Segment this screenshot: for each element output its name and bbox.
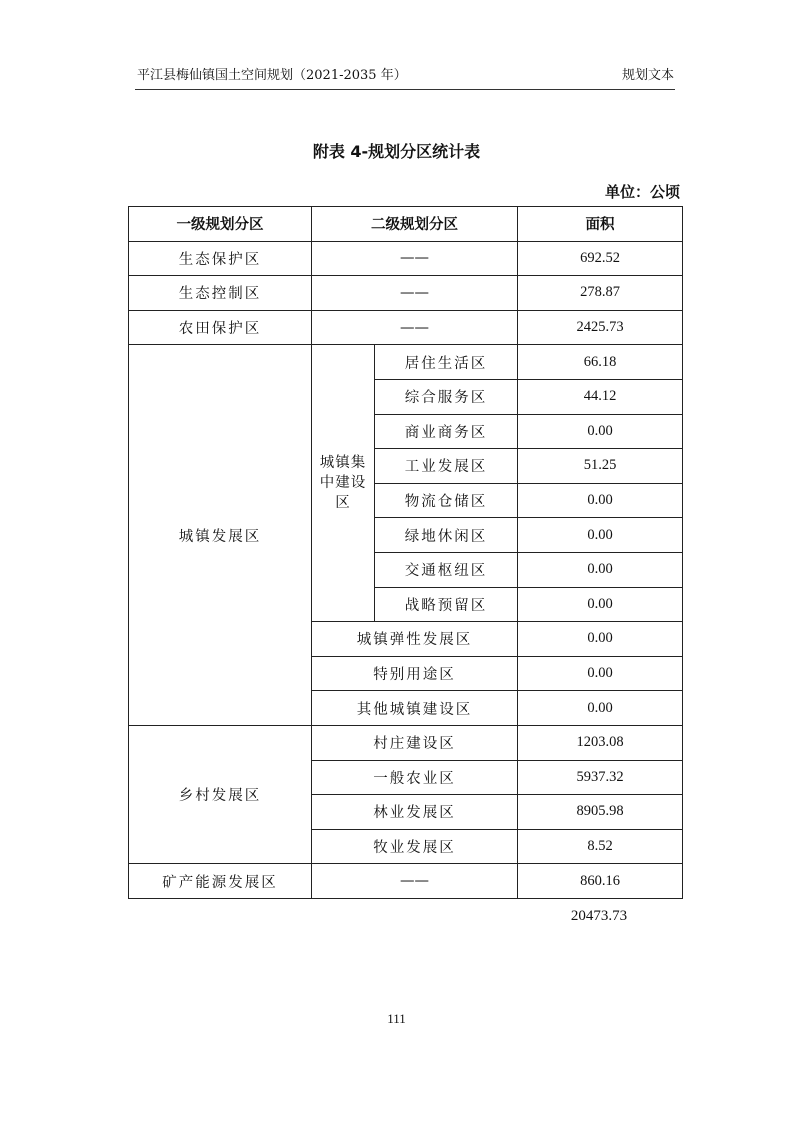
level2-cell: 其他城镇建设区 [312,691,518,726]
level3-cell: 综合服务区 [375,379,518,414]
area-cell: 278.87 [518,276,683,311]
level2-cell: —— [312,310,518,345]
total-area: 20473.73 [570,908,628,924]
level2-cell: 一般农业区 [312,760,518,795]
level3-cell: 绿地休闲区 [375,518,518,553]
area-cell: 66.18 [518,345,683,380]
area-cell: 2425.73 [518,310,683,345]
level3-cell: 居住生活区 [375,345,518,380]
header-divider [135,89,675,90]
table-header-row [129,207,683,242]
unit-label: 单位：公顷 [604,183,680,201]
header-document-title: 平江县梅仙镇国土空间规划（2021-2035 年） [137,68,407,83]
level2-cell: 林业发展区 [312,795,518,830]
level3-cell: 工业发展区 [375,449,518,484]
level1-cell: 农田保护区 [129,310,312,345]
level2-group-concentrated [312,345,375,622]
area-cell: 0.00 [518,518,683,553]
level2-cell: 特别用途区 [312,656,518,691]
header-level1: 一级规划分区 [129,207,312,242]
area-cell: 0.00 [518,622,683,657]
area-cell: 1203.08 [518,725,683,760]
area-cell: 0.00 [518,483,683,518]
area-cell: 692.52 [518,241,683,276]
page-number: 111 [387,1011,406,1026]
level2-cell: —— [312,276,518,311]
area-cell: 0.00 [518,691,683,726]
header-document-type: 规划文本 [621,68,674,83]
level3-cell: 战略预留区 [375,587,518,622]
area-cell: 5937.32 [518,760,683,795]
table-row [129,864,683,899]
table-row [129,276,683,311]
level1-cell: 生态保护区 [129,241,312,276]
level3-cell: 物流仓储区 [375,483,518,518]
level2-cell: —— [312,864,518,899]
header-level2: 二级规划分区 [312,207,518,242]
header-area: 面积 [518,207,683,242]
table-row [129,310,683,345]
area-cell: 44.12 [518,379,683,414]
level2-cell: —— [312,241,518,276]
zoning-statistics-table [128,206,683,899]
level1-cell: 生态控制区 [129,276,312,311]
area-cell: 0.00 [518,414,683,449]
level3-cell: 交通枢纽区 [375,552,518,587]
table-title: 附表 4-规划分区统计表 [312,142,481,161]
level3-cell: 商业商务区 [375,414,518,449]
area-cell: 8.52 [518,829,683,864]
level1-cell-town: 城镇发展区 [129,345,312,726]
table-row [129,345,683,380]
level2-cell: 牧业发展区 [312,829,518,864]
level1-cell: 矿产能源发展区 [129,864,312,899]
area-cell: 51.25 [518,449,683,484]
area-cell: 860.16 [518,864,683,899]
group-label-line: 区 [335,495,351,512]
level2-cell: 村庄建设区 [312,725,518,760]
level2-cell: 城镇弹性发展区 [312,622,518,657]
group-label-line: 城镇集 [319,455,367,472]
area-cell: 0.00 [518,656,683,691]
area-cell: 0.00 [518,552,683,587]
group-label-line: 中建设 [319,475,367,492]
table-row [129,725,683,760]
area-cell: 0.00 [518,587,683,622]
table-row [129,241,683,276]
area-cell: 8905.98 [518,795,683,830]
level1-cell-rural: 乡村发展区 [129,725,312,863]
